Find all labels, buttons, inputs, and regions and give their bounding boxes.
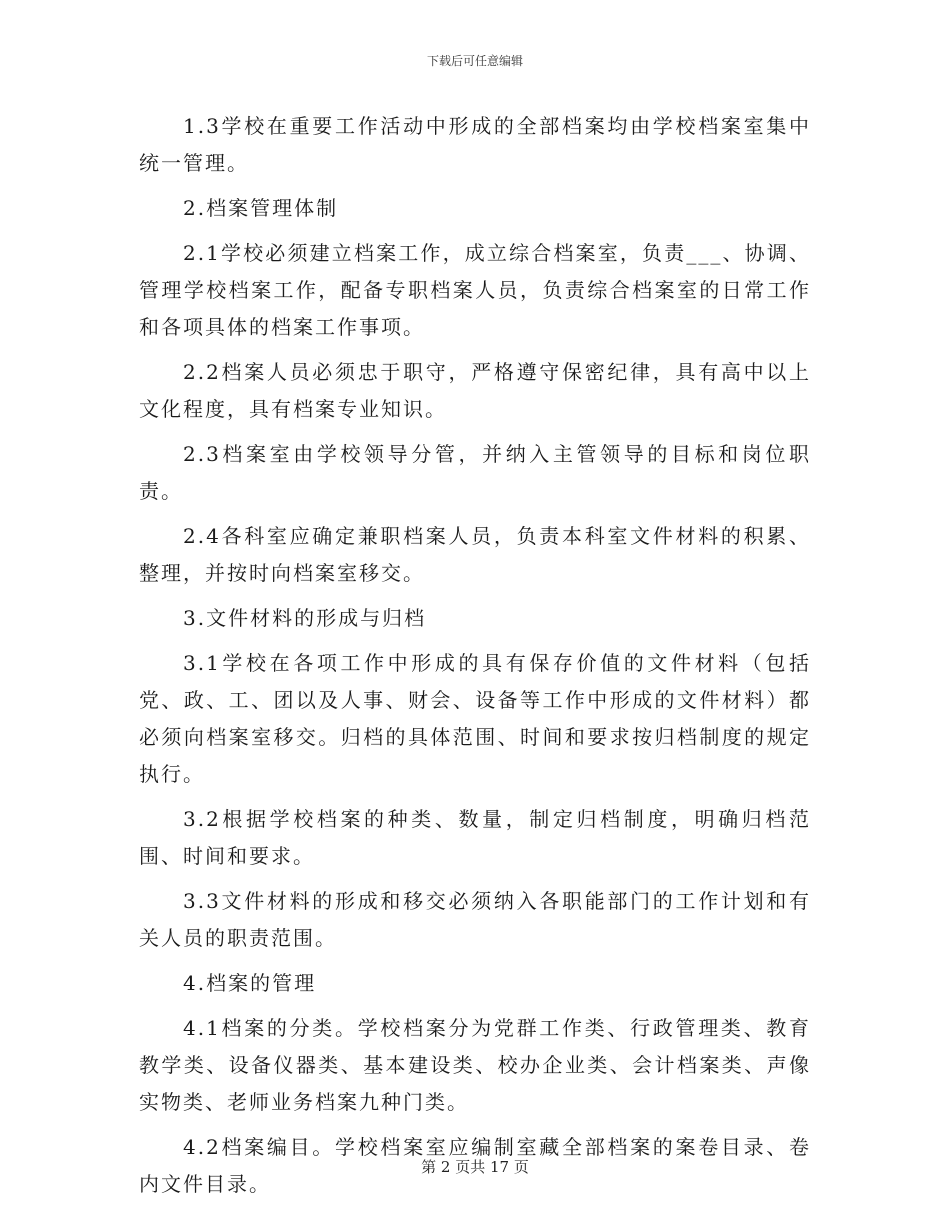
- paragraph-3-1: 3.1学校在各项工作中形成的具有保存价值的文件材料（包括党、政、工、团以及人事、财会、设备等工作中形成的文件材料）都必须向档案室移交。归档的具体范围、时间和要求按归档制度的规定执行。: [139, 651, 811, 786]
- paragraph-4-1: 4.1档案的分类。学校档案分为党群工作类、行政管理类、教育教学类、设备仪器类、基本建设类、校办企业类、会计档案类、声像实物类、老师业务档案九种门类。: [139, 1016, 811, 1114]
- page-footer: 第 2 页共 17 页: [421, 1158, 529, 1176]
- paragraph-2-4: 2.4各科室应确定兼职档案人员，负责本科室文件材料的积累、整理，并按时向档案室移交。: [139, 524, 811, 585]
- section-heading-3: 3.文件材料的形成与归档: [183, 606, 427, 630]
- paragraph-2-1: 2.1学校必须建立档案工作，成立综合档案室，负责___、协调、管理学校档案工作，配备专职档案人员，负责综合档案室的日常工作和各项具体的档案工作事项。: [139, 241, 811, 339]
- paragraph-4-2: 4.2档案编目。学校档案室应编制室藏全部档案的案卷目录、卷内文件目录。: [139, 1135, 811, 1196]
- paragraph-3-2: 3.2根据学校档案的种类、数量，制定归档制度，明确归档范围、时间和要求。: [139, 807, 811, 868]
- section-heading-2: 2.档案管理体制: [183, 196, 339, 220]
- document-body: [139, 108, 811, 1211]
- paragraph-2-2: 2.2档案人员必须忠于职守，严格遵守保密纪律，具有高中以上文化程度，具有档案专业知识。: [139, 360, 811, 421]
- paragraph-1-3: 1.3学校在重要工作活动中形成的全部档案均由学校档案室集中统一管理。: [139, 114, 811, 175]
- paragraph-3-3: 3.3文件材料的形成和移交必须纳入各职能部门的工作计划和有关人员的职责范围。: [139, 889, 811, 950]
- paragraph-2-3: 2.3档案室由学校领导分管，并纳入主管领导的目标和岗位职责。: [139, 442, 811, 503]
- page-header: 下载后可任意编辑: [426, 54, 523, 68]
- section-heading-4: 4.档案的管理: [183, 971, 317, 995]
